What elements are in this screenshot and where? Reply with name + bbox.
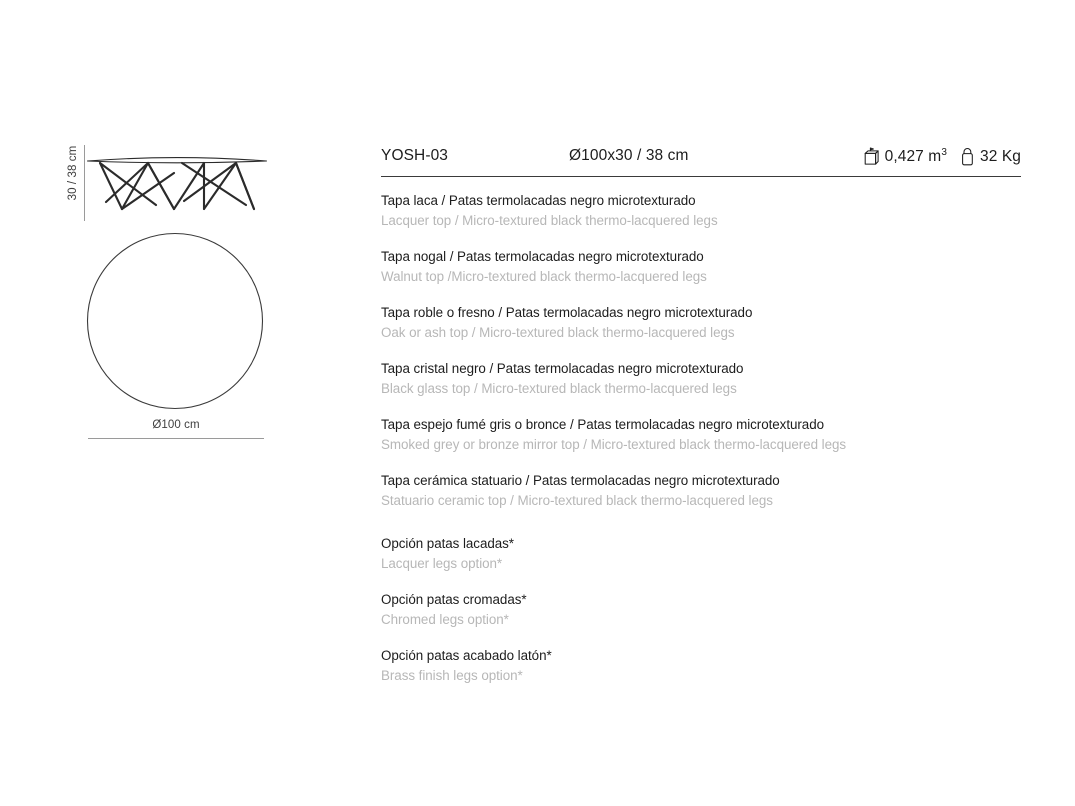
spec-item-es: Tapa espejo fumé gris o bronce / Patas termolacadas negro microtexturado	[381, 417, 824, 432]
height-dimension	[60, 143, 86, 223]
width-dimension-label: Ø100 cm	[152, 419, 200, 431]
spec-item	[381, 191, 1021, 231]
spec-item	[381, 303, 1021, 343]
weight-value: 32 Kg	[979, 147, 1021, 165]
spec-item-es: Opción patas lacadas*	[381, 536, 514, 551]
spec-item-es: Tapa laca / Patas termolacadas negro microtexturado	[381, 193, 696, 208]
volume-metric	[862, 147, 947, 166]
volume-number: 0,427 m	[884, 148, 942, 166]
width-dimension-rule	[88, 438, 264, 439]
width-dimension	[86, 419, 266, 443]
spec-item-en: Statuario ceramic top / Micro-textured black thermo-lacquered legs	[381, 493, 773, 508]
spec-section-gap	[381, 527, 1021, 534]
coffee-table-side-elevation-icon	[86, 153, 268, 215]
spec-header-row	[381, 147, 1021, 177]
spec-item	[381, 415, 1021, 455]
spec-item-en: Smoked grey or bronze mirror top / Micro-textured black thermo-lacquered legs	[381, 437, 847, 452]
weight-metric	[961, 147, 1021, 166]
technical-drawing-panel	[0, 0, 330, 806]
spec-item-es: Opción patas cromadas*	[381, 592, 527, 607]
product-dimensions: Ø100x30 / 38 cm	[569, 147, 689, 164]
specification-panel	[381, 147, 1021, 686]
spec-item-en: Black glass top / Micro-textured black thermo-lacquered legs	[381, 381, 737, 396]
height-dimension-label: 30 / 38 cm	[67, 145, 79, 201]
spec-item	[381, 590, 1021, 630]
spec-item-list	[381, 191, 1021, 686]
height-dimension-rule	[84, 145, 85, 221]
product-code: YOSH-03	[381, 147, 449, 164]
side-view-block	[60, 143, 275, 223]
box-volume-icon	[862, 147, 879, 166]
spec-item-es: Tapa roble o fresno / Patas termolacadas negro microtexturado	[381, 305, 753, 320]
product-metrics	[862, 147, 1021, 166]
spec-item	[381, 646, 1021, 686]
top-view-block	[60, 230, 275, 445]
spec-item-es: Tapa cerámica statuario / Patas termolacadas negro microtexturado	[381, 473, 780, 488]
weight-icon	[961, 147, 974, 166]
spec-item-en: Brass finish legs option*	[381, 668, 523, 683]
spec-item-es: Opción patas acabado latón*	[381, 648, 552, 663]
spec-item-en: Oak or ash top / Micro-textured black thermo-lacquered legs	[381, 325, 735, 340]
spec-item-en: Lacquer legs option*	[381, 556, 503, 571]
spec-item-es: Tapa nogal / Patas termolacadas negro microtexturado	[381, 249, 704, 264]
spec-item-en: Lacquer top / Micro-textured black thermo-lacquered legs	[381, 213, 718, 228]
spec-item-en: Chromed legs option*	[381, 612, 509, 627]
volume-value	[885, 147, 947, 166]
spec-item-es: Tapa cristal negro / Patas termolacadas negro microtexturado	[381, 361, 744, 376]
spec-item	[381, 534, 1021, 574]
spec-item	[381, 247, 1021, 287]
volume-exponent: 3	[941, 147, 947, 158]
spec-item	[381, 359, 1021, 399]
coffee-table-plan-circle-icon	[86, 232, 266, 412]
spec-item	[381, 471, 1021, 511]
spec-item-en: Walnut top /Micro-textured black thermo-lacquered legs	[381, 269, 707, 284]
